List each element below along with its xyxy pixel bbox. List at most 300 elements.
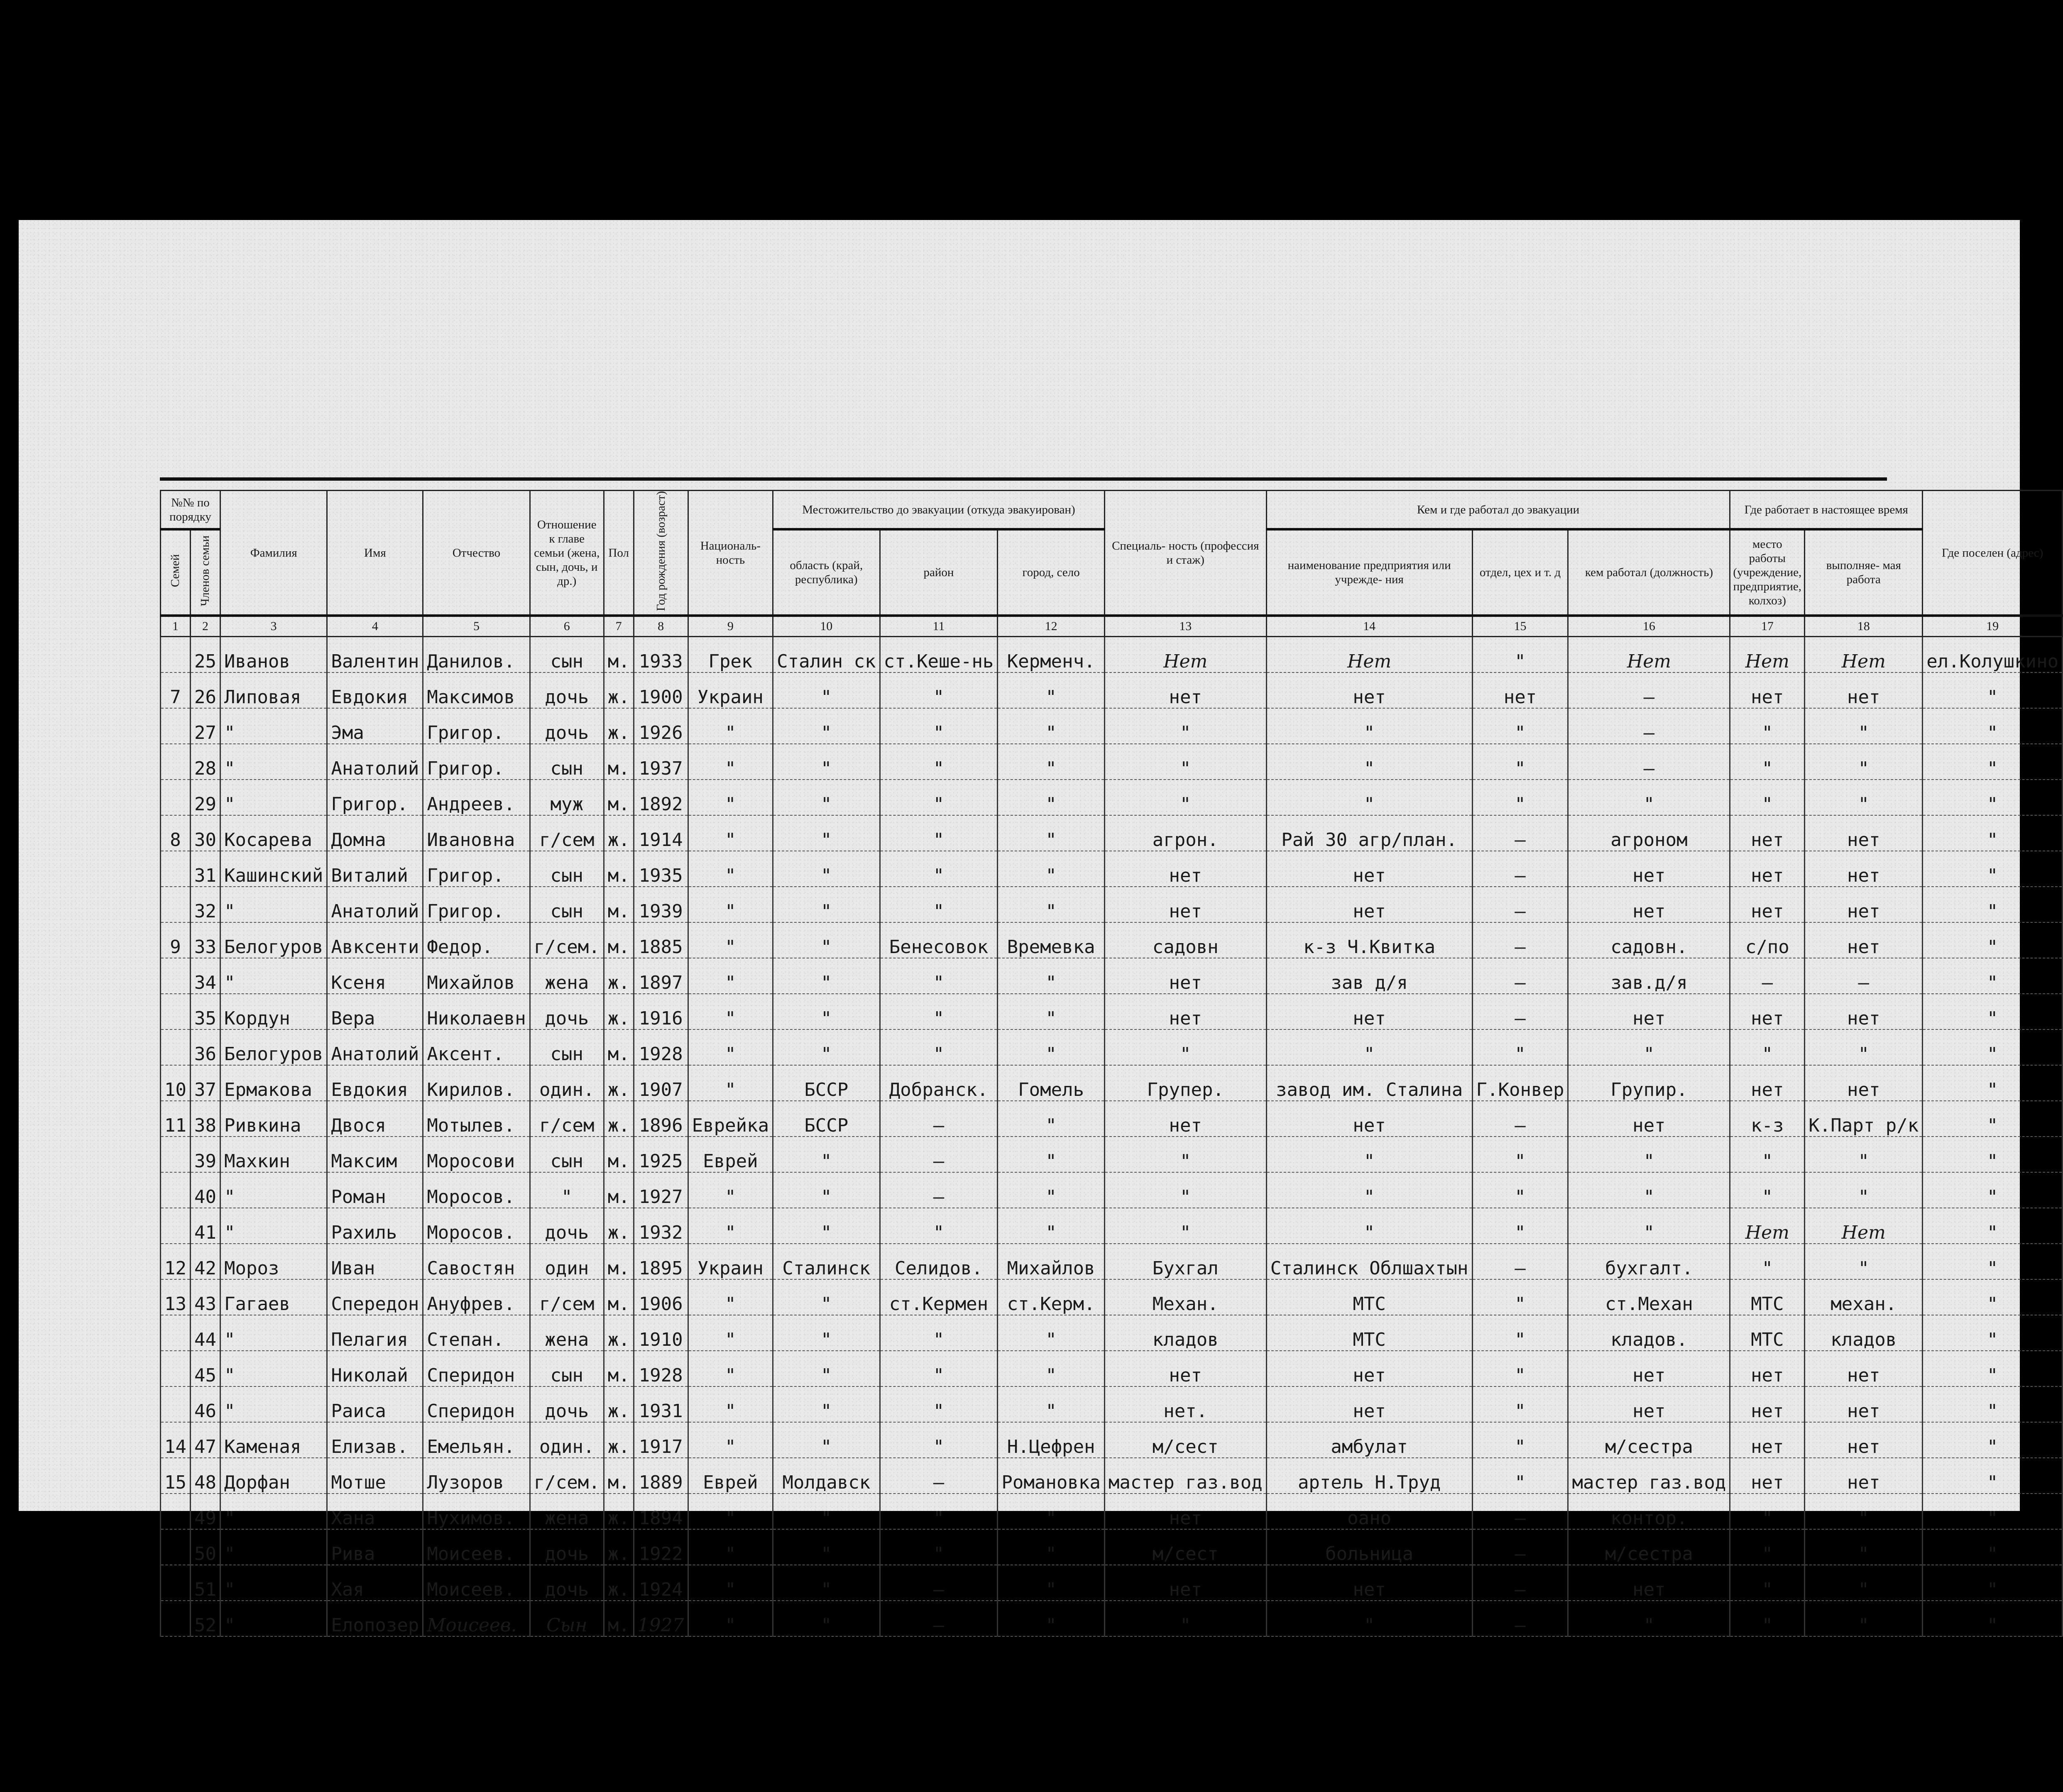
- table-cell: Бенесовок: [880, 922, 998, 958]
- table-row: [161, 1279, 2063, 1315]
- table-cell: Домна: [327, 815, 423, 851]
- table-row: [161, 780, 2063, 815]
- table-cell: Мороз: [220, 1244, 327, 1279]
- table-cell: один: [530, 1244, 604, 1279]
- table-cell: –: [1472, 994, 1568, 1029]
- table-cell: 33: [190, 922, 220, 958]
- top-rule: [160, 477, 1887, 481]
- table-cell: 49: [190, 1494, 220, 1529]
- table-cell: Моросов.: [423, 1172, 530, 1208]
- column-number: 13: [1104, 616, 1266, 637]
- table-cell: Еврейка: [688, 1101, 773, 1137]
- table-cell: 9: [161, 922, 191, 958]
- table-cell: ": [998, 672, 1104, 708]
- table-cell: нет: [1730, 1351, 1805, 1386]
- table-cell: Г.Конвер: [1472, 1065, 1568, 1101]
- table-cell: контор.: [1568, 1494, 1730, 1529]
- table-cell: 14: [161, 1422, 191, 1458]
- table-cell: 1900: [634, 672, 688, 708]
- table-cell: Николаевн: [423, 994, 530, 1029]
- table-cell: г/сем.: [530, 922, 604, 958]
- table-cell: ": [1923, 922, 2063, 958]
- table-cell: ж.: [604, 1208, 634, 1244]
- table-cell: ": [1730, 744, 1805, 780]
- table-cell: 1916: [634, 994, 688, 1029]
- table-cell: жена: [530, 1315, 604, 1351]
- table-cell: ": [220, 1529, 327, 1565]
- column-number-row: [161, 616, 2063, 637]
- table-cell: Белогуров: [220, 922, 327, 958]
- table-cell: Сын: [530, 1601, 604, 1636]
- table-cell: дочь: [530, 1208, 604, 1244]
- table-cell: нет: [1805, 851, 1923, 887]
- table-cell: [161, 1351, 191, 1386]
- table-cell: нет: [1104, 958, 1266, 994]
- table-cell: ": [688, 815, 773, 851]
- table-cell: –: [1472, 1244, 1568, 1279]
- table-cell: м.: [604, 922, 634, 958]
- table-cell: ": [220, 1351, 327, 1386]
- table-cell: ": [773, 1601, 880, 1636]
- table-cell: ": [1923, 744, 2063, 780]
- table-cell: Аксент.: [423, 1029, 530, 1065]
- header-district: район: [880, 529, 998, 616]
- table-cell: ": [688, 1351, 773, 1386]
- table-cell: ": [1923, 1422, 2063, 1458]
- table-cell: м.: [604, 851, 634, 887]
- table-cell: нет: [1805, 1065, 1923, 1101]
- table-cell: 1892: [634, 780, 688, 815]
- table-cell: ": [1104, 1029, 1266, 1065]
- table-cell: 36: [190, 1029, 220, 1065]
- table-cell: 1922: [634, 1529, 688, 1565]
- table-cell: ж.: [604, 708, 634, 744]
- table-cell: Валентин: [327, 637, 423, 673]
- column-number: 14: [1266, 616, 1472, 637]
- table-cell: 1932: [634, 1208, 688, 1244]
- table-cell: нет: [1805, 922, 1923, 958]
- table-cell: дочь: [530, 1565, 604, 1601]
- table-cell: ": [773, 851, 880, 887]
- header-town: город, село: [998, 529, 1104, 616]
- table-cell: ": [1730, 1494, 1805, 1529]
- table-cell: ": [773, 1029, 880, 1065]
- table-cell: ": [688, 1208, 773, 1244]
- column-number: 6: [530, 616, 604, 637]
- table-cell: ": [220, 958, 327, 994]
- table-cell: ": [1568, 1208, 1730, 1244]
- table-cell: ": [688, 1279, 773, 1315]
- table-cell: нет: [1104, 994, 1266, 1029]
- table-cell: Дорфан: [220, 1458, 327, 1494]
- table-cell: нет: [1568, 1565, 1730, 1601]
- table-cell: ": [1923, 708, 2063, 744]
- table-cell: МТС: [1266, 1279, 1472, 1315]
- table-cell: ": [220, 1172, 327, 1208]
- table-cell: 38: [190, 1101, 220, 1137]
- table-cell: ": [1805, 1244, 1923, 1279]
- header-region: область (край, республика): [773, 529, 880, 616]
- table-cell: [161, 1208, 191, 1244]
- table-cell: нет: [1805, 994, 1923, 1029]
- table-cell: ": [773, 744, 880, 780]
- evacuee-register-table: [160, 490, 2063, 1637]
- table-cell: ст.Механ: [1568, 1279, 1730, 1315]
- table-cell: ": [1472, 1315, 1568, 1351]
- table-cell: ": [688, 1422, 773, 1458]
- table-cell: ст.Кермен: [880, 1279, 998, 1315]
- table-cell: Рай 30 агр/план.: [1266, 815, 1472, 851]
- table-cell: Керменч.: [998, 637, 1104, 673]
- table-cell: м/сест: [1104, 1422, 1266, 1458]
- table-cell: Григор.: [327, 780, 423, 815]
- table-cell: садовн: [1104, 922, 1266, 958]
- table-cell: Гомель: [998, 1065, 1104, 1101]
- table-cell: ": [998, 744, 1104, 780]
- table-cell: нет: [1805, 1386, 1923, 1422]
- header-group-current-work: Где работает в настоящее время: [1730, 491, 1923, 530]
- table-cell: 27: [190, 708, 220, 744]
- table-cell: Виталий: [327, 851, 423, 887]
- table-cell: ": [688, 1065, 773, 1101]
- table-cell: Иванов: [220, 637, 327, 673]
- header-group-previous-work: Кем и где работал до эвакуации: [1266, 491, 1730, 530]
- table-cell: [161, 1529, 191, 1565]
- table-cell: м/сестра: [1568, 1529, 1730, 1565]
- table-cell: ": [1730, 1172, 1805, 1208]
- table-cell: 29: [190, 780, 220, 815]
- table-cell: Добранск.: [880, 1065, 998, 1101]
- header-nationality: Националь- ность: [688, 491, 773, 616]
- header-families-label: Семей: [169, 554, 182, 587]
- table-cell: нет.: [1104, 1386, 1266, 1422]
- table-cell: ": [1923, 1458, 2063, 1494]
- table-cell: Кордун: [220, 994, 327, 1029]
- table-cell: жена: [530, 1494, 604, 1529]
- table-cell: Вера: [327, 994, 423, 1029]
- table-cell: Анатолий: [327, 744, 423, 780]
- table-cell: 13: [161, 1279, 191, 1315]
- table-cell: Евдокия: [327, 672, 423, 708]
- table-cell: 1927: [634, 1172, 688, 1208]
- table-cell: ": [688, 708, 773, 744]
- table-cell: нет: [1104, 851, 1266, 887]
- table-cell: [161, 1494, 191, 1529]
- table-cell: ": [220, 780, 327, 815]
- table-cell: ": [1805, 1172, 1923, 1208]
- table-cell: 44: [190, 1315, 220, 1351]
- table-cell: ж.: [604, 994, 634, 1029]
- table-cell: Еврей: [688, 1137, 773, 1172]
- table-cell: ": [220, 1386, 327, 1422]
- table-cell: нет: [1104, 1101, 1266, 1137]
- table-cell: [161, 994, 191, 1029]
- table-cell: 32: [190, 887, 220, 922]
- table-cell: Мотылев.: [423, 1101, 530, 1137]
- table-cell: ": [773, 672, 880, 708]
- table-cell: ": [1568, 1601, 1730, 1636]
- table-cell: сын: [530, 1137, 604, 1172]
- table-cell: сын: [530, 637, 604, 673]
- table-cell: м.: [604, 1244, 634, 1279]
- table-cell: м.: [604, 1601, 634, 1636]
- table-cell: 46: [190, 1386, 220, 1422]
- table-cell: ": [1568, 1137, 1730, 1172]
- table-row: [161, 1458, 2063, 1494]
- table-cell: –: [1472, 1101, 1568, 1137]
- table-cell: м/сест: [1104, 1529, 1266, 1565]
- table-cell: Еврей: [688, 1458, 773, 1494]
- header-surname: Фамилия: [220, 491, 327, 616]
- table-cell: ": [880, 1529, 998, 1565]
- table-cell: ": [1266, 1172, 1472, 1208]
- table-cell: ": [1923, 887, 2063, 922]
- table-row: [161, 922, 2063, 958]
- table-cell: ": [1266, 780, 1472, 815]
- table-cell: ": [998, 1494, 1104, 1529]
- table-cell: 1933: [634, 637, 688, 673]
- table-cell: ": [688, 780, 773, 815]
- table-cell: Белогуров: [220, 1029, 327, 1065]
- table-cell: артель Н.Труд: [1266, 1458, 1472, 1494]
- header-members: [190, 529, 220, 616]
- table-cell: 41: [190, 1208, 220, 1244]
- table-row: [161, 1529, 2063, 1565]
- table-cell: ж.: [604, 672, 634, 708]
- header-position: кем работал (должность): [1568, 529, 1730, 616]
- column-number: 1: [161, 616, 191, 637]
- table-cell: Косарева: [220, 815, 327, 851]
- table-cell: г/сем: [530, 1101, 604, 1137]
- table-cell: нет: [1104, 1351, 1266, 1386]
- table-row: [161, 1494, 2063, 1529]
- table-cell: ж.: [604, 1494, 634, 1529]
- table-cell: [161, 1386, 191, 1422]
- table-cell: ": [1730, 1565, 1805, 1601]
- table-cell: 50: [190, 1529, 220, 1565]
- table-cell: ": [773, 1565, 880, 1601]
- table-cell: ": [688, 887, 773, 922]
- table-cell: нет: [1730, 887, 1805, 922]
- table-cell: ": [1472, 637, 1568, 673]
- table-cell: ": [1805, 1601, 1923, 1636]
- table-cell: ": [773, 1279, 880, 1315]
- table-cell: ": [1472, 1137, 1568, 1172]
- table-cell: ": [998, 958, 1104, 994]
- table-cell: нет: [1805, 1422, 1923, 1458]
- table-cell: 1931: [634, 1386, 688, 1422]
- table-cell: м.: [604, 780, 634, 815]
- table-cell: нет: [1568, 994, 1730, 1029]
- table-cell: г/сем: [530, 815, 604, 851]
- table-cell: К.Парт р/к: [1805, 1101, 1923, 1137]
- table-cell: [161, 1565, 191, 1601]
- table-cell: ": [998, 1386, 1104, 1422]
- table-cell: ": [880, 672, 998, 708]
- table-cell: ": [880, 851, 998, 887]
- table-cell: ": [1472, 780, 1568, 815]
- table-cell: нет: [1104, 672, 1266, 708]
- table-row: [161, 1065, 2063, 1101]
- table-cell: 51: [190, 1565, 220, 1601]
- table-cell: нет: [1730, 815, 1805, 851]
- table-cell: нет: [1805, 1351, 1923, 1386]
- table-cell: мастер газ.вод: [1568, 1458, 1730, 1494]
- table-cell: ": [688, 994, 773, 1029]
- table-cell: ": [1923, 1137, 2063, 1172]
- table-row: [161, 1101, 2063, 1137]
- table-cell: ": [1923, 1494, 2063, 1529]
- table-cell: Каменая: [220, 1422, 327, 1458]
- header-birth-year: [634, 491, 688, 616]
- table-cell: Ивановна: [423, 815, 530, 851]
- table-cell: нет: [1472, 672, 1568, 708]
- table-cell: Бухгал: [1104, 1244, 1266, 1279]
- table-cell: ": [1923, 780, 2063, 815]
- table-cell: Хана: [327, 1494, 423, 1529]
- table-cell: м.: [604, 1029, 634, 1065]
- table-cell: м.: [604, 1279, 634, 1315]
- table-row: [161, 1029, 2063, 1065]
- table-row: [161, 1565, 2063, 1601]
- table-cell: [161, 708, 191, 744]
- table-cell: ": [1104, 1601, 1266, 1636]
- table-cell: амбулат: [1266, 1422, 1472, 1458]
- table-cell: ": [1730, 1244, 1805, 1279]
- table-row: [161, 1422, 2063, 1458]
- table-cell: ": [1472, 1029, 1568, 1065]
- table-cell: ст.Керм.: [998, 1279, 1104, 1315]
- table-body: [161, 637, 2063, 1637]
- header-enterprise: наименование предприятия или учрежде- ния: [1266, 529, 1472, 616]
- table-cell: МТС: [1730, 1279, 1805, 1315]
- table-cell: ": [998, 1601, 1104, 1636]
- table-cell: Лузоров: [423, 1458, 530, 1494]
- table-cell: Николай: [327, 1351, 423, 1386]
- table-cell: к-з: [1730, 1101, 1805, 1137]
- table-cell: механ.: [1805, 1279, 1923, 1315]
- table-cell: Украин: [688, 672, 773, 708]
- table-cell: Рахиль: [327, 1208, 423, 1244]
- table-cell: нет: [1805, 887, 1923, 922]
- table-row: [161, 1601, 2063, 1636]
- table-cell: м.: [604, 637, 634, 673]
- table-cell: –: [1730, 958, 1805, 994]
- table-cell: 1907: [634, 1065, 688, 1101]
- table-cell: Нет: [1730, 637, 1805, 673]
- column-number: 12: [998, 616, 1104, 637]
- table-cell: [161, 1137, 191, 1172]
- table-cell: ": [688, 1565, 773, 1601]
- table-cell: Савостян: [423, 1244, 530, 1279]
- table-cell: муж: [530, 780, 604, 815]
- table-cell: –: [1472, 1529, 1568, 1565]
- table-cell: ": [1923, 994, 2063, 1029]
- table-cell: 1894: [634, 1494, 688, 1529]
- table-cell: Сперидон: [423, 1386, 530, 1422]
- table-cell: ": [773, 1351, 880, 1386]
- table-cell: ": [688, 1029, 773, 1065]
- table-cell: ": [998, 1315, 1104, 1351]
- table-cell: Ксеня: [327, 958, 423, 994]
- table-cell: ": [773, 1386, 880, 1422]
- table-cell: [161, 1315, 191, 1351]
- table-cell: ": [773, 1494, 880, 1529]
- table-cell: Молдавск: [773, 1458, 880, 1494]
- table-cell: ": [1568, 1029, 1730, 1065]
- table-cell: нет: [1730, 1065, 1805, 1101]
- header-name: Имя: [327, 491, 423, 616]
- table-cell: 1924: [634, 1565, 688, 1601]
- table-cell: ": [1923, 1565, 2063, 1601]
- table-cell: Елизав.: [327, 1422, 423, 1458]
- table-cell: Иван: [327, 1244, 423, 1279]
- table-cell: Михайлов: [998, 1244, 1104, 1279]
- table-cell: [161, 851, 191, 887]
- table-cell: –: [1805, 958, 1923, 994]
- table-cell: нет: [1730, 1458, 1805, 1494]
- table-cell: ": [688, 1494, 773, 1529]
- table-cell: ел.Колушкино: [1923, 637, 2063, 673]
- table-cell: ": [1923, 1065, 2063, 1101]
- table-cell: дочь: [530, 1386, 604, 1422]
- table-cell: 1939: [634, 887, 688, 922]
- table-cell: нет: [1266, 672, 1472, 708]
- table-cell: ": [220, 744, 327, 780]
- table-cell: 1928: [634, 1351, 688, 1386]
- table-cell: зав.д/я: [1568, 958, 1730, 994]
- table-cell: –: [880, 1101, 998, 1137]
- table-cell: ж.: [604, 1315, 634, 1351]
- table-cell: м.: [604, 1458, 634, 1494]
- table-cell: ": [773, 708, 880, 744]
- table-cell: оано: [1266, 1494, 1472, 1529]
- table-cell: Максим: [327, 1137, 423, 1172]
- table-cell: ": [998, 815, 1104, 851]
- table-cell: ": [1266, 744, 1472, 780]
- table-cell: нет: [1730, 1422, 1805, 1458]
- table-cell: [161, 637, 191, 673]
- table-cell: садовн.: [1568, 922, 1730, 958]
- table-cell: нет: [1730, 851, 1805, 887]
- table-cell: Раиса: [327, 1386, 423, 1422]
- table-cell: ": [1266, 1029, 1472, 1065]
- table-cell: Григор.: [423, 744, 530, 780]
- header-sex: Пол: [604, 491, 634, 616]
- table-cell: –: [880, 1137, 998, 1172]
- table-cell: 52: [190, 1601, 220, 1636]
- table-cell: [161, 1172, 191, 1208]
- table-cell: 1906: [634, 1279, 688, 1315]
- table-cell: дочь: [530, 1529, 604, 1565]
- table-cell: Евдокия: [327, 1065, 423, 1101]
- table-cell: ": [688, 922, 773, 958]
- table-cell: ": [1923, 851, 2063, 887]
- table-cell: ": [530, 1172, 604, 1208]
- column-number: 4: [327, 616, 423, 637]
- table-cell: м.: [604, 1172, 634, 1208]
- table-cell: Кирилов.: [423, 1065, 530, 1101]
- table-cell: МТС: [1266, 1315, 1472, 1351]
- column-number: 7: [604, 616, 634, 637]
- table-cell: ": [220, 1494, 327, 1529]
- table-row: [161, 1386, 2063, 1422]
- table-cell: ": [773, 1422, 880, 1458]
- table-cell: ": [1923, 1208, 2063, 1244]
- table-cell: ": [998, 1137, 1104, 1172]
- table-cell: ": [1104, 708, 1266, 744]
- table-cell: ": [1104, 1208, 1266, 1244]
